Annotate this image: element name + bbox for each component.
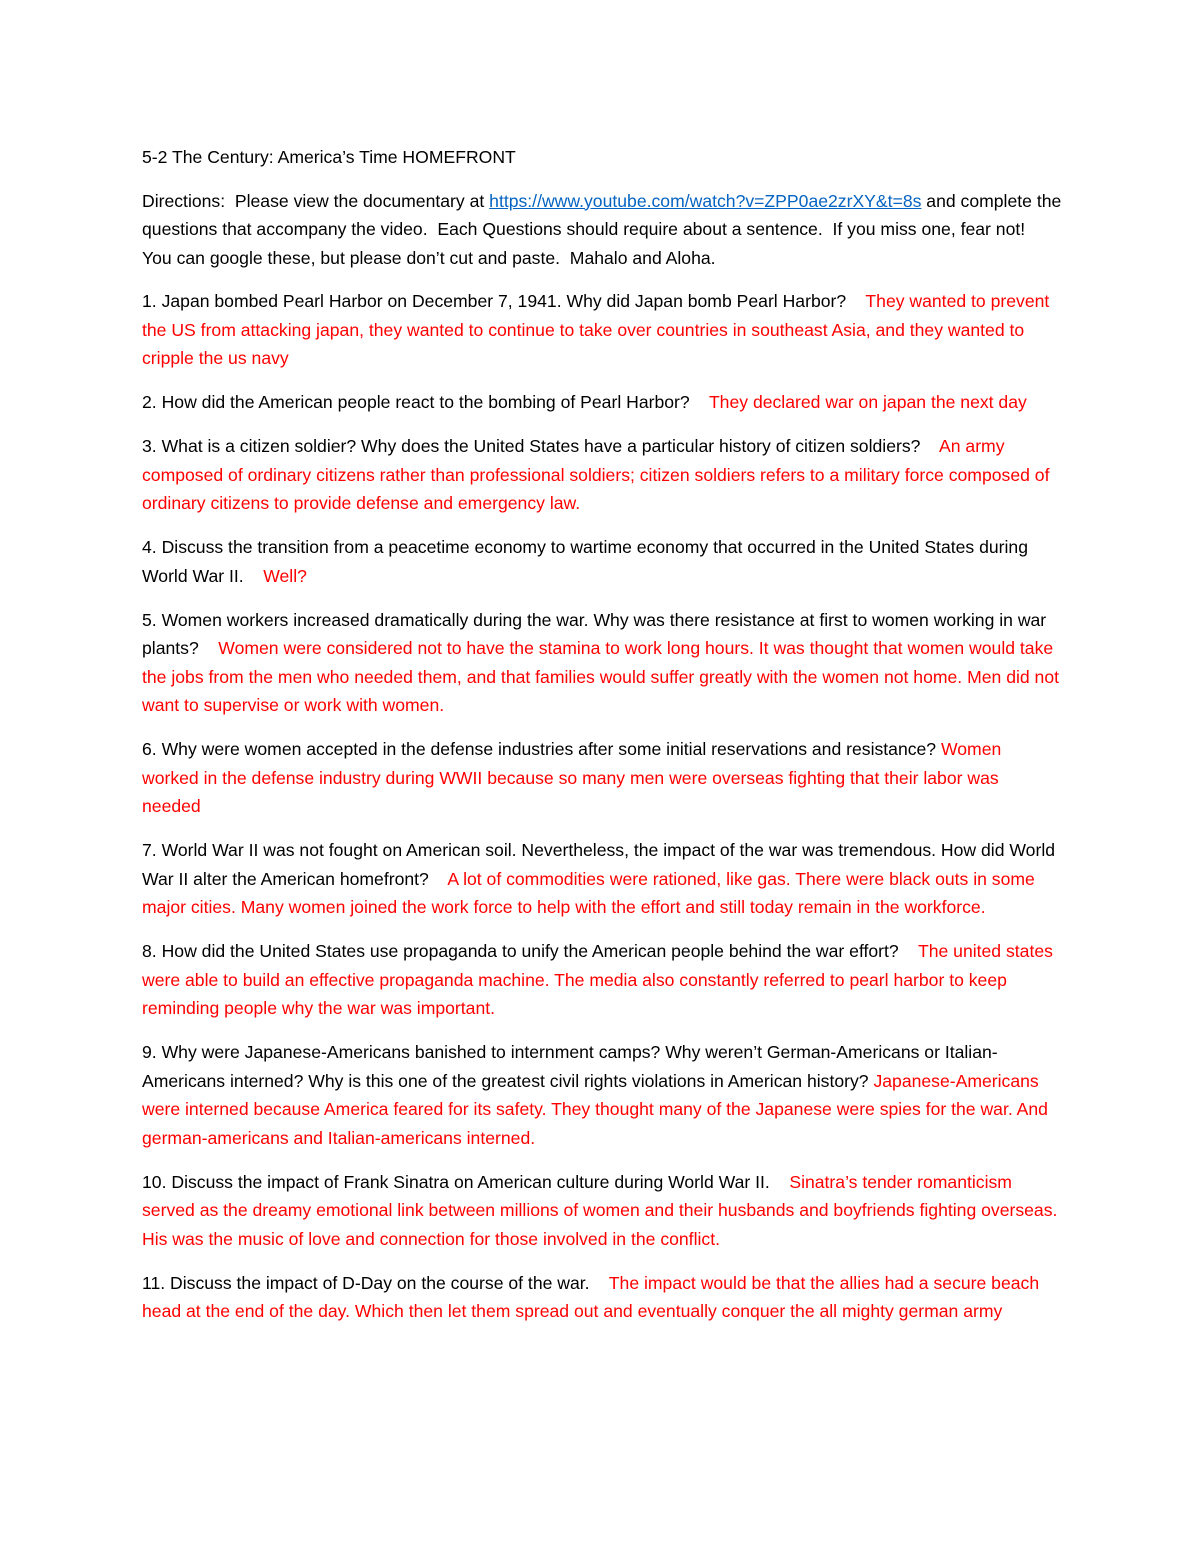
answer-text: They wanted to prevent the US from attacking japan, they wanted to continue to take over countries in southeast Asia, and they wanted to cripple the us navy [142, 291, 1055, 368]
documentary-link[interactable]: https://www.youtube.com/watch?v=ZPP0ae2zrXY&t=8s [489, 190, 922, 211]
question-item [142, 287, 1062, 373]
answer-text: Japanese-Americans were interned because America feared for its safety. They thought many of the Japanese were spies for the war. And german-americans and Italian-americans interned. [142, 1070, 1053, 1148]
question-text: How did the American people react to the bombing of Pearl Harbor? [156, 392, 709, 412]
question-text: Discuss the transition from a peacetime economy to wartime economy that occurred in the United States during World War II. [142, 537, 1033, 586]
question-number: 4. [142, 537, 157, 557]
directions-text: Directions: Please view the documentary at [142, 190, 490, 211]
question-item [142, 836, 1062, 922]
question-text: How did the United States use propaganda to unify the American people behind the war effort? [156, 941, 918, 961]
question-item [142, 606, 1062, 720]
question-number: 7. [142, 840, 157, 860]
directions-paragraph [142, 187, 1067, 273]
question-text: What is a citizen soldier? Why does the United States have a particular history of citizen soldiers? [156, 436, 939, 456]
question-item [142, 1168, 1062, 1254]
question-text: Discuss the impact of D-Day on the course of the war. [165, 1272, 609, 1293]
question-text: Why were Japanese-Americans banished to internment camps? Why weren’t German-Americans or Italian-Americans interned? Why is this one of the greatest civil rights violations in American history? [142, 1042, 998, 1091]
answer-text: Women were considered not to have the stamina to work long hours. It was thought that women would take the jobs from the men who needed them, and that families would suffer greatly with the women not home. Men did not want to supervise or work with women. [142, 638, 1064, 715]
question-number: 2. [142, 392, 157, 412]
answer-text: The united states were able to build an effective propaganda machine. The media also constantly referred to pearl harbor to keep reminding people why the war was important. [142, 941, 1058, 1018]
question-number: 11. [142, 1272, 166, 1293]
question-number: 1. [142, 291, 157, 311]
question-number: 10. [142, 1171, 167, 1192]
document-title: 5-2 The Century: America’s Time HOMEFRONT [142, 147, 516, 167]
question-item [142, 533, 1062, 590]
question-number: 6. [142, 739, 157, 759]
answer-text: The impact would be that the allies had a secure beach head at the end of the day. Which then let them spread out and eventually conquer the all mighty german army [142, 1272, 1045, 1321]
question-item [142, 432, 1062, 518]
answer-text: An army composed of ordinary citizens rather than professional soldiers; citizen soldiers refers to a military force composed of ordinary citizens to provide defense and emergency law. [142, 436, 1055, 513]
question-item [142, 937, 1062, 1023]
question-text: Discuss the impact of Frank Sinatra on American culture during World War II. [166, 1171, 790, 1192]
question-item [142, 388, 1062, 417]
question-text: Women workers increased dramatically during the war. Why was there resistance at first to women working in war plants? [142, 609, 1052, 658]
directions-text-continued: and complete the questions that accompany the video. Each Questions should require about a sentence. If you miss one, fear not! You can google these, but please don’t cut and paste. Mahalo and Aloha. [142, 190, 1067, 268]
answer-text: Sinatra’s tender romanticism served as the dreamy emotional link between millions of women and their husbands and boyfriends fighting overseas. His was the music of love and connection for those involved in the conflict. [142, 1171, 1063, 1249]
question-text: World War II was not fought on American soil. Nevertheless, the impact of the war was tremendous. How did World War II alter the American homefront? [142, 840, 1060, 889]
answer-text: A lot of commodities were rationed, like gas. There were black outs in some major cities. Many women joined the work force to help with the effort and still today remain in the workforce. [142, 868, 1040, 917]
document-page [142, 143, 1067, 1341]
question-item [142, 1038, 1062, 1152]
question-text: Japan bombed Pearl Harbor on December 7, 1941. Why did Japan bomb Pearl Harbor? [156, 291, 866, 311]
question-item [142, 735, 1062, 821]
question-number: 5. [142, 609, 157, 630]
answer-text: They declared war on japan the next day [708, 392, 1027, 412]
question-number: 3. [142, 436, 157, 456]
answer-text: Women worked in the defense industry during WWII because so many men were overseas fighting that their labor was needed [142, 739, 1007, 816]
question-text: Why were women accepted in the defense industries after some initial reservations and resistance? [156, 739, 941, 759]
question-number: 9. [142, 1042, 157, 1062]
question-number: 8. [142, 941, 157, 961]
answer-text: Well? [263, 565, 307, 586]
question-item [142, 1269, 1062, 1326]
